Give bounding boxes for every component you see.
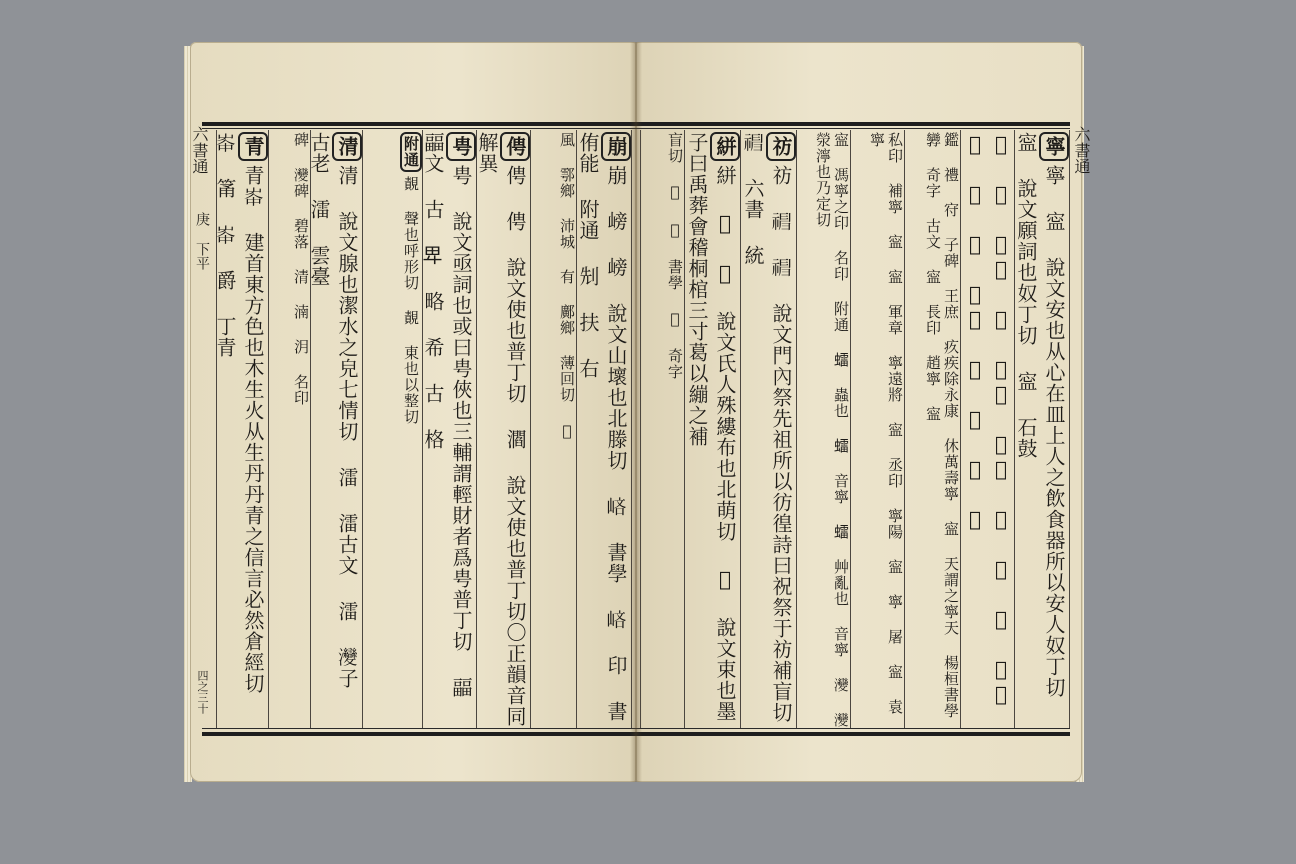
entry-text: 䚍 聲也呼形切 䚍 東也以整切 [402, 176, 420, 425]
entry-head: 俜 [500, 132, 530, 161]
entry-column [684, 130, 740, 728]
book-title-margin: 六書通 [190, 126, 209, 174]
entry-text: 甹 說文亟詞也或曰甹俠也三輔謂輕財者爲甹普丁切 㽬 㽬文 古 𤰞 略 希 古 格 [421, 132, 473, 698]
open-book [190, 42, 1091, 790]
entry-column [850, 130, 904, 728]
top-rule-thin [202, 128, 636, 129]
entry-head: 絣 [710, 132, 740, 161]
book-gutter [630, 42, 642, 782]
entry-text: 碑 𤅶碑 碧落 清 湳 㳉 名印 [292, 132, 310, 406]
left-page [190, 42, 636, 782]
entry-text: 盲切 𦁺 𦁺 書學 𦁺 奇字 [666, 132, 684, 380]
section-margin: 庚 下平 [194, 212, 210, 270]
entry-head: 清 [332, 132, 362, 161]
entry-column [476, 130, 530, 728]
top-rule [636, 122, 1070, 126]
entry-column [640, 130, 684, 728]
entry-head: 甹 [446, 132, 476, 161]
bottom-rule [202, 732, 636, 736]
entry-text: 清 說文腺也潔水之皃七情切 㵢 㵢古文 㵢 𤅶子 古老 㵢 雲臺 [307, 132, 359, 689]
entry-text: 風 鄠鄉 沛城 有 鄺鄉 薄回切 𡈖 [558, 132, 576, 441]
book-title-margin: 六書通 [1072, 126, 1091, 174]
entry-text: 𡨝 𡨝 古文 𡨝 比干 銅槃 文 𡨝 𡨝 古老 子 𡨝 經 黃庭 𡨝 冊 𡨝 漢 [963, 132, 1013, 707]
entry-text: 俜 俜 說文使也普丁切 㶄 說文使也普丁切〇正韻音同解異 [475, 132, 527, 727]
entry-text: 私印 補寧 寍 寍 軍章 寧遠將 寍 丞印 寧陽 寍 寧 屠 寍 袁 寧 [868, 132, 904, 715]
entry-head: 青 [238, 132, 268, 161]
entry-column [576, 130, 632, 728]
entry-head: 附通 [400, 132, 422, 172]
entry-column [307, 130, 362, 728]
entry-text: 寧 寍 說文安也从心在皿上人之飲食器所以安人奴丁切 寍 說文願詞也奴丁切 寍 石鼓 [1014, 132, 1066, 698]
top-rule-thin [636, 128, 1070, 129]
entry-column [960, 130, 1014, 728]
entry-head: 祊 [766, 132, 796, 161]
entry-column [213, 130, 268, 728]
folio-number: 四之三十 [196, 670, 209, 714]
bottom-rule-thin [202, 728, 636, 729]
entry-text: 青𡴑 建首東方色也木生火从生丹丹青之信言必然倉經切 𡴑 筩 𡴑 爵 丁青 [213, 132, 265, 694]
entry-text: 寍 馮寧之印 名印 附通 𧒽 蟲也 𧒽 音寧 𧒽 艸亂也 音寧 𤅶 𤅶 滎濘也乃定切 [814, 132, 850, 728]
entry-column [530, 130, 576, 728]
entry-column [362, 130, 422, 728]
entry-text: 祊 𥛃 𥛃 說文門內祭先祖所以彷徨詩曰祝祭于祊補盲切 𥛃 六書 統 [741, 132, 793, 723]
bottom-rule-thin [636, 728, 1070, 729]
entry-column [796, 130, 850, 728]
entry-column [904, 130, 960, 728]
entry-column [1014, 130, 1070, 728]
entry-text: 鑑 禮 𡧛 子碑 王庶 疚疾除永康 休萬壽寧 寍 天謂之寧天 楊桓書學 㝈 奇字 古文 寍 長印 趙寧 寍 [924, 132, 960, 719]
entry-column [268, 130, 310, 728]
entry-text: 絣 𦁺 𦁺 說文氏人殊縷布也北萌切 𦁺 說文束也墨子曰禹葬會稽桐棺三寸葛以繃之補 [685, 132, 737, 722]
entry-text: 崩 嵭 嵭 說文山壞也北滕切 𡶱 書學 𡶱 印 書 侑能 附通 𠜎 扶 右 [576, 132, 628, 722]
bottom-rule [636, 732, 1070, 736]
right-page [636, 42, 1091, 782]
entry-head: 寧 [1039, 132, 1069, 161]
entry-head: 崩 [601, 132, 631, 161]
entry-column [740, 130, 796, 728]
entry-column [422, 130, 476, 728]
top-rule [202, 122, 636, 126]
